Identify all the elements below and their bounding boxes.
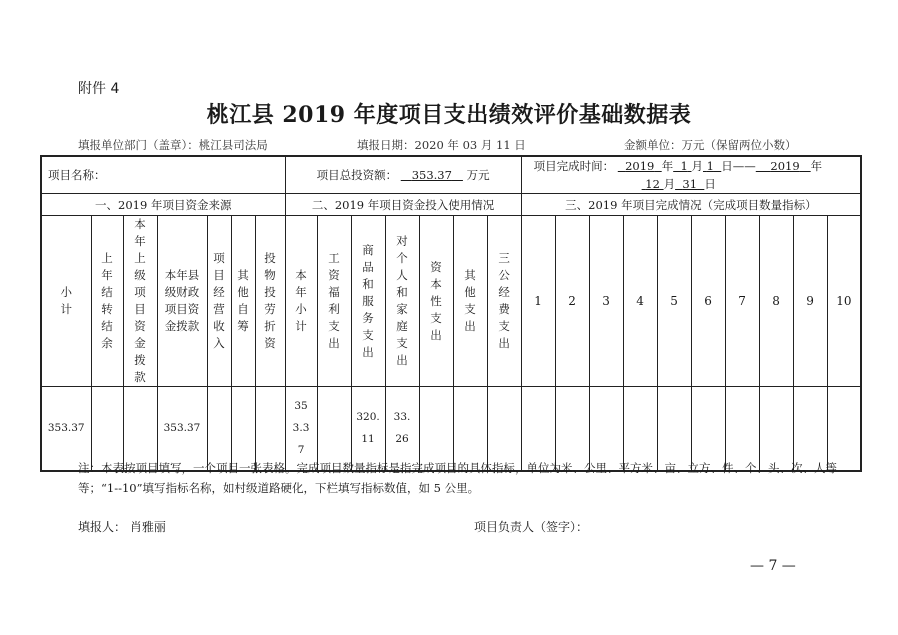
cell-use-subtotal: 353.37 bbox=[285, 387, 317, 471]
col-in-kind: 投物投劳折资 bbox=[255, 216, 285, 387]
completion-label: 项目完成时间： bbox=[533, 159, 615, 173]
col-county-funding: 本年县级财政项目资金拨款 bbox=[157, 216, 207, 387]
col-three-public: 三公经费支出 bbox=[487, 216, 521, 387]
col-superior-funding: 本年上级项目资金拨款 bbox=[123, 216, 157, 387]
total-invest-unit: 万元 bbox=[466, 168, 490, 182]
col-indicator-9: 9 bbox=[793, 216, 827, 387]
filling-date: 填报日期：2020 年 03 月 11 日 bbox=[357, 138, 526, 152]
project-name-cell bbox=[41, 156, 285, 194]
col-indicator-3: 3 bbox=[589, 216, 623, 387]
col-indicator-1: 1 bbox=[521, 216, 555, 387]
total-invest-label: 项目总投资额： bbox=[316, 168, 398, 182]
col-indicator-6: 6 bbox=[691, 216, 725, 387]
col-capital: 资本性支出 bbox=[419, 216, 453, 387]
start-day: 1 bbox=[706, 159, 714, 173]
page-title: 桃江县 2019 年度项目支出绩效评价基础数据表 bbox=[206, 102, 692, 128]
start-year: 2019 bbox=[625, 159, 655, 173]
cell-household: 33.26 bbox=[385, 387, 419, 471]
project-name-label: 项目名称： bbox=[48, 168, 106, 182]
cell-county-funding: 353.37 bbox=[157, 387, 207, 471]
completion-time-cell: 项目完成时间： 2019 年 1 月 1 日—— 2019 年 12 月 31 日 bbox=[521, 156, 861, 194]
col-prior-balance: 上年结转结余 bbox=[91, 216, 123, 387]
col-indicator-7: 7 bbox=[725, 216, 759, 387]
col-use-subtotal: 本年小计 bbox=[285, 216, 317, 387]
page-number: — 7 — bbox=[750, 558, 796, 574]
data-table bbox=[40, 155, 862, 472]
cell-source-subtotal: 353.37 bbox=[41, 387, 91, 471]
col-indicator-2: 2 bbox=[555, 216, 589, 387]
start-month: 1 bbox=[680, 159, 688, 173]
money-unit: 金额单位：万元（保留两位小数） bbox=[624, 138, 797, 152]
col-indicator-8: 8 bbox=[759, 216, 793, 387]
cell-goods-services: 320.11 bbox=[351, 387, 385, 471]
section-done: 三、2019 年项目完成情况（完成项目数量指标） bbox=[521, 194, 861, 216]
table-note: 注：本表按项目填写，一个项目一张表格。完成项目数量指标是指完成项目的具体指标，单位为米、公里、平方米、亩、立方、件、个、头、次、人等等；“1--10”填写指标名称，如村级道路硬化，下栏填写指标数值，如 5 公里。 bbox=[78, 461, 837, 495]
col-household: 对个人和家庭支出 bbox=[385, 216, 419, 387]
total-invest-value: 353.37 bbox=[411, 168, 452, 182]
col-self-raised: 其他自筹 bbox=[231, 216, 255, 387]
filling-unit: 填报单位部门（盖章）：桃江县司法局 bbox=[78, 138, 268, 152]
responsible-signature: 项目负责人（签字）： bbox=[474, 520, 589, 534]
col-other-expense: 其他支出 bbox=[453, 216, 487, 387]
col-indicator-5: 5 bbox=[657, 216, 691, 387]
end-month: 12 bbox=[645, 177, 660, 191]
end-day: 31 bbox=[682, 177, 698, 191]
attachment-label: 附件 4 bbox=[78, 81, 120, 97]
col-source-subtotal: 小计 bbox=[41, 216, 91, 387]
section-source: 一、2019 年项目资金来源 bbox=[41, 194, 285, 216]
col-operating-income: 项目经营收入 bbox=[207, 216, 231, 387]
total-invest-cell bbox=[285, 156, 521, 194]
col-indicator-4: 4 bbox=[623, 216, 657, 387]
end-year: 2019 bbox=[770, 159, 800, 173]
col-indicator-10: 10 bbox=[827, 216, 861, 387]
col-wages: 工资福利支出 bbox=[317, 216, 351, 387]
filler-signature: 填报人： 肖雅丽 bbox=[78, 520, 166, 534]
section-use: 二、2019 年项目资金投入使用情况 bbox=[285, 194, 521, 216]
col-goods-services: 商品和服务支出 bbox=[351, 216, 385, 387]
